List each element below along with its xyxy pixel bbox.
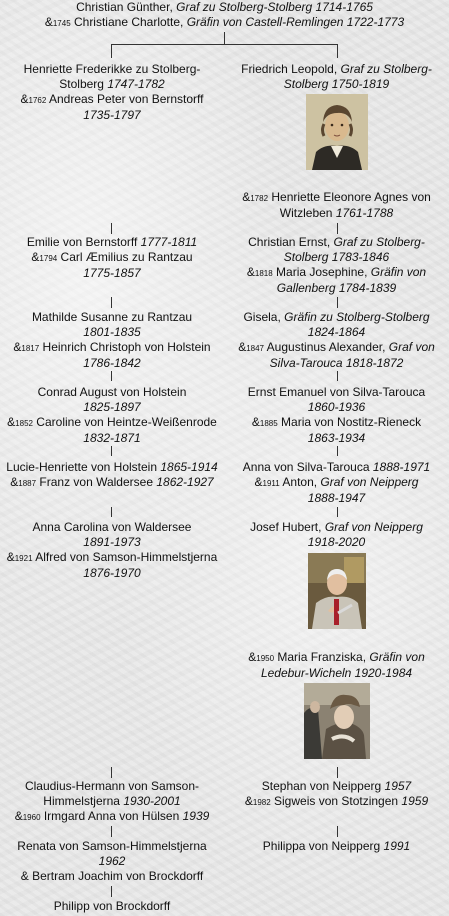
tree-connector	[337, 767, 338, 778]
tree-connector	[337, 223, 338, 234]
tree-connector	[337, 371, 338, 381]
root-spouse-title: Gräfin von Castell-Remlingen 1722-1773	[186, 15, 405, 29]
person-henriette-frederikke: Henriette Frederikke zu Stolberg- Stolberg 1747-1782 &1762 Andreas Peter von Bernstorff 1735-1797	[20, 62, 204, 122]
root-spouse-name: Christiane Charlotte,	[70, 15, 187, 29]
root-title: Graf zu Stolberg-Stolberg 1714-1765	[176, 0, 373, 14]
person-renata: Renata von Samson-Himmelstjerna 1962 & Bertram Joachim von Brockdorff	[17, 839, 207, 883]
tree-connector	[111, 507, 112, 517]
tree-connector	[337, 44, 338, 58]
tree-connector	[111, 886, 112, 897]
person-henriette-eleonore: &1782 Henriette Eleonore Agnes von Witzleben 1761-1788	[242, 190, 431, 220]
tree-connector	[111, 826, 112, 837]
tree-connector	[111, 371, 112, 381]
person-philipp: Philipp von Brockdorff	[53, 899, 171, 913]
person-christian-ernst: Christian Ernst, Graf zu Stolberg- Stolberg 1783-1846 &1818 Maria Josephine, Gräfin von Gallenberg 1784-1839	[246, 235, 427, 295]
person-gisela: Gisela, Gräfin zu Stolberg-Stolberg 1824-1864 &1847 Augustinus Alexander, Graf von Silva-Tarouca 1818-1872	[238, 310, 435, 370]
person-conrad: Conrad August von Holstein 1825-1897 &1852 Caroline von Heintze-Weißenrode 1832-1871	[7, 385, 217, 445]
tree-connector	[111, 223, 112, 234]
tree-connector	[337, 826, 338, 837]
tree-connector	[337, 507, 338, 517]
portrait-photo-icon	[304, 683, 370, 759]
person-josef-hubert: Josef Hubert, Graf von Neipperg 1918-2020	[250, 520, 423, 549]
portrait-photo-icon	[308, 553, 366, 629]
person-emilie: Emilie von Bernstorff 1777-1811 &1794 Carl Æmilius zu Rantzau 1775-1857	[26, 235, 198, 280]
person-mathilde: Mathilde Susanne zu Rantzau 1801-1835 &1817 Heinrich Christoph von Holstein 1786-1842	[13, 310, 211, 370]
tree-connector	[337, 446, 338, 456]
person-friedrich-leopold: Friedrich Leopold, Graf zu Stolberg- Stolberg 1750-1819	[241, 62, 432, 91]
root-name: Christian Günther,	[76, 0, 177, 14]
person-anna-carolina: Anna Carolina von Waldersee 1891-1973 &1921 Alfred von Samson-Himmelstjerna 1876-1970	[6, 520, 218, 580]
tree-connector	[224, 32, 225, 44]
portrait-photo-icon	[306, 94, 368, 170]
tree-connector	[111, 446, 112, 456]
tree-connector	[111, 297, 112, 308]
person-claudius-hermann: Claudius-Hermann von Samson- Himmelstjerna 1930-2001 &1960 Irmgard Anna von Hülsen 1939	[14, 779, 210, 823]
tree-connector	[111, 44, 112, 58]
person-philippa: Philippa von Neipperg 1991	[262, 839, 411, 853]
tree-connector	[111, 44, 338, 45]
person-lucie-henriette: Lucie-Henriette von Holstein 1865-1914 &1887 Franz von Waldersee 1862-1927	[6, 460, 218, 489]
tree-connector	[111, 767, 112, 778]
tree-connector	[337, 297, 338, 308]
person-ernst-emanuel: Ernst Emanuel von Silva-Tarouca 1860-1936 &1885 Maria von Nostitz-Rieneck 1863-1934	[247, 385, 426, 445]
person-anna-silva-tarouca: Anna von Silva-Tarouca 1888-1971 &1911 Anton, Graf von Neipperg 1888-1947	[242, 460, 431, 505]
person-stephan: Stephan von Neipperg 1957 &1982 Sigweis von Stotzingen 1959	[244, 779, 429, 808]
person-maria-franziska: &1950 Maria Franziska, Gräfin von Ledebur-Wicheln 1920-1984	[248, 650, 425, 680]
root-couple: Christian Günther, Graf zu Stolberg-Stolberg 1714-1765 &1745 Christiane Charlotte, Gräfin von Castell-Remlingen 1722-1773	[44, 0, 405, 29]
